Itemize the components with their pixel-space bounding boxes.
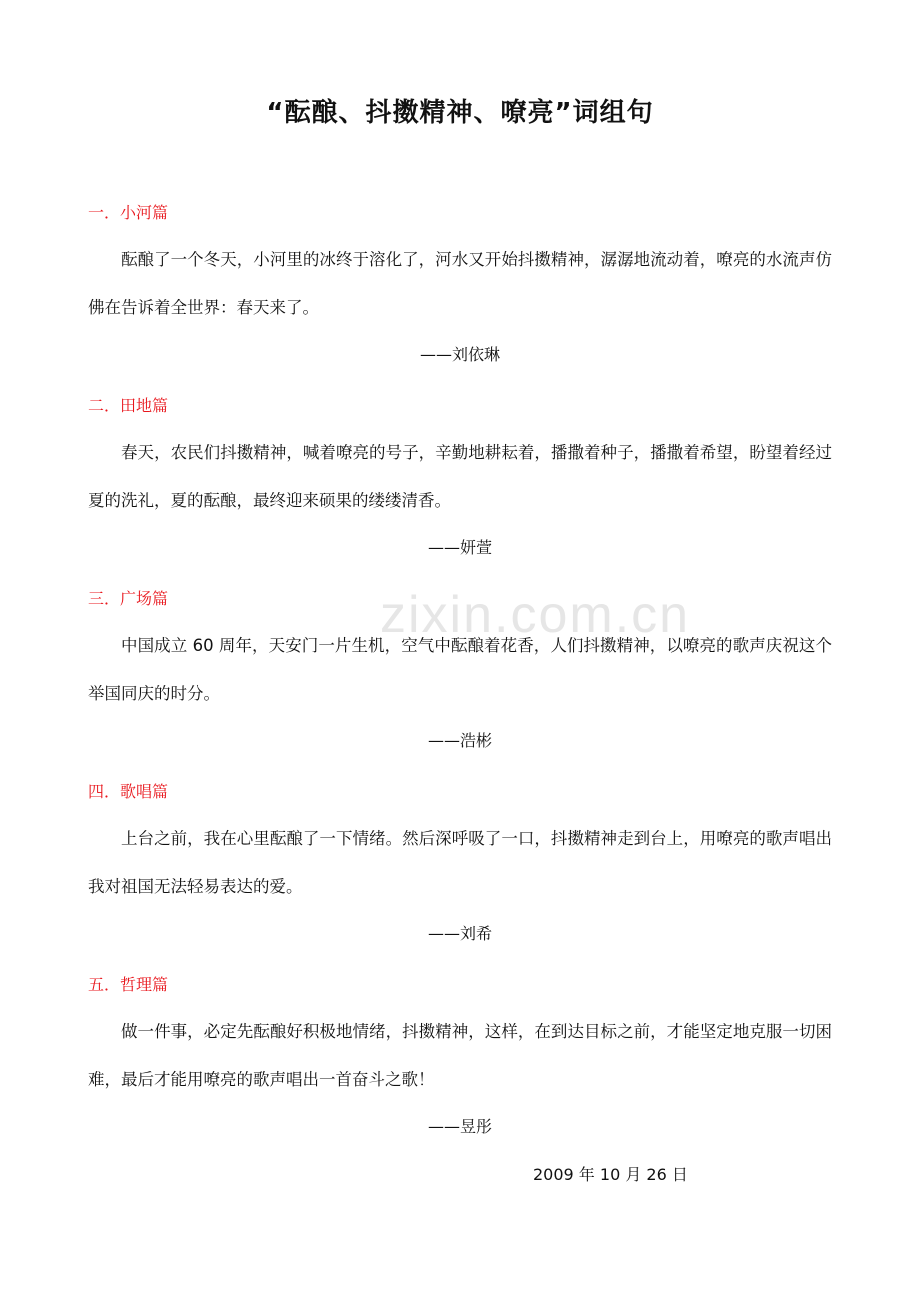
section-heading: 三．广场篇	[88, 589, 169, 608]
section-paragraph: 上台之前，我在心里酝酿了一下情绪。然后深呼吸了一口，抖擞精神走到台上，用嘹亮的歌声唱出我对祖国无法轻易表达的爱。	[88, 829, 832, 896]
section-author: ——妍萱	[427, 538, 492, 557]
document-date: 2009 年 10 月 26 日	[533, 1165, 688, 1184]
section-heading: 四．歌唱篇	[88, 782, 169, 801]
section-heading: 一．小河篇	[88, 203, 169, 222]
watermark: zixin.com.cn	[380, 586, 691, 644]
section-paragraph: 做一件事，必定先酝酿好积极地情绪，抖擞精神，这样，在到达目标之前，才能坚定地克服一切困难，最后才能用嘹亮的歌声唱出一首奋斗之歌！	[88, 1022, 832, 1089]
section-author: ——刘依琳	[419, 345, 500, 364]
section-heading: 二．田地篇	[88, 396, 169, 415]
section-paragraph: 春天，农民们抖擞精神，喊着嘹亮的号子，辛勤地耕耘着，播撒着种子，播撒着希望，盼望着经过夏的洗礼，夏的酝酿，最终迎来硕果的缕缕清香。	[88, 443, 832, 510]
document-title: “酝酿、抖擞精神、嘹亮”词组句	[266, 98, 654, 128]
section-author: ——刘希	[427, 924, 492, 943]
section-paragraph: 酝酿了一个冬天，小河里的冰终于溶化了，河水又开始抖擞精神，潺潺地流动着，嘹亮的水流声仿佛在告诉着全世界：春天来了。	[88, 250, 832, 317]
section-paragraph: 中国成立 60 周年，天安门一片生机，空气中酝酿着花香，人们抖擞精神，以嘹亮的歌声庆祝这个举国同庆的时分。	[88, 636, 832, 703]
section-author: ——浩彬	[427, 731, 492, 750]
section-author: ——昱彤	[427, 1117, 492, 1136]
section-heading: 五．哲理篇	[88, 975, 169, 994]
